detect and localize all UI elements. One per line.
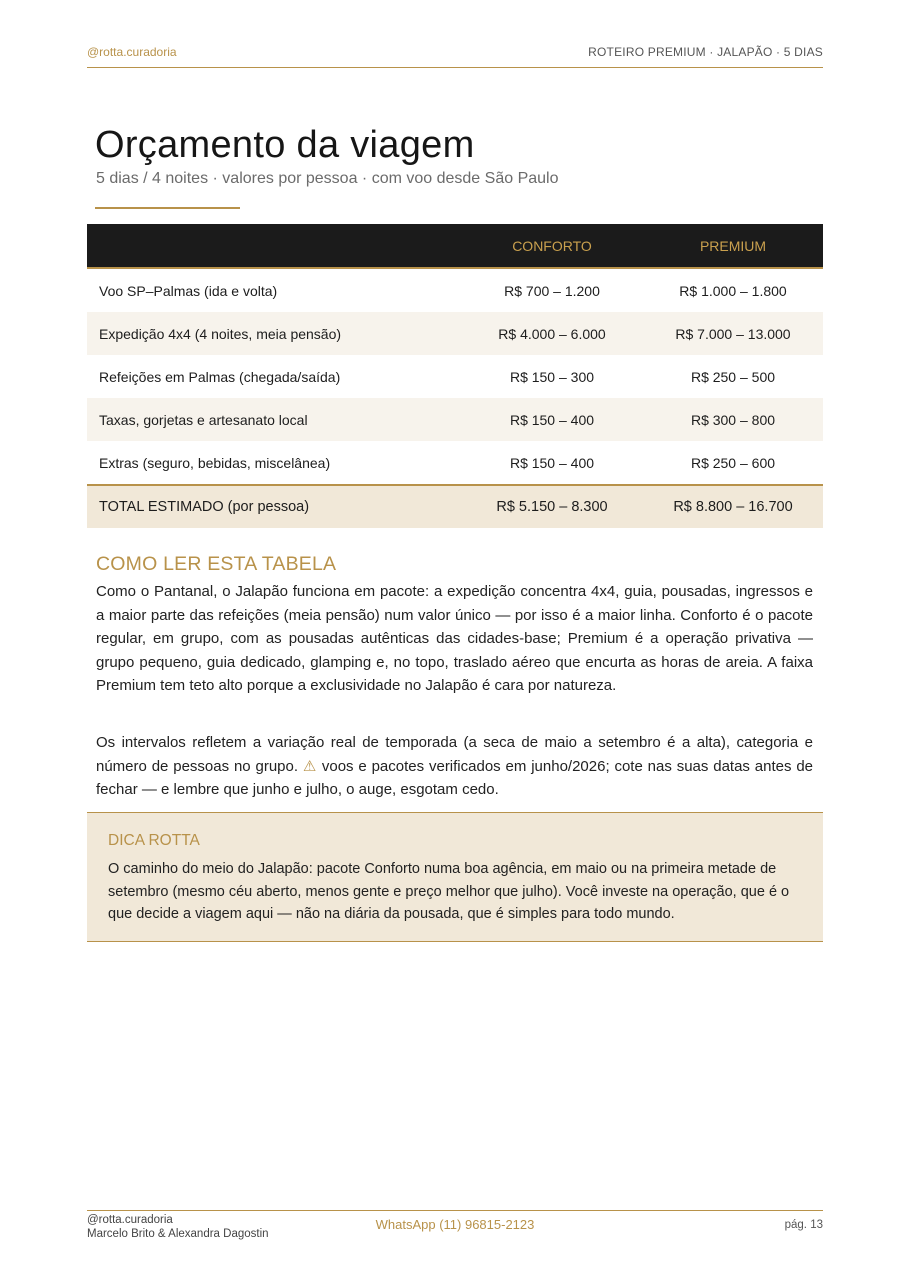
row-conforto: R$ 150 – 400 — [509, 454, 595, 471]
footer-authors: Marcelo Brito & Alexandra Dagostin — [87, 1228, 269, 1240]
reading-paragraph-2 — [96, 731, 813, 802]
row-conforto: R$ 4.000 – 6.000 — [461, 312, 643, 355]
table-total-row — [87, 485, 823, 528]
warning-icon: ⚠ — [302, 757, 318, 775]
row-premium: R$ 1.000 – 1.800 — [679, 282, 787, 299]
header-cell-item — [87, 224, 461, 268]
tip-title: DICA ROTTA — [108, 832, 200, 849]
table-row — [87, 355, 823, 398]
tip-box — [87, 812, 823, 942]
total-conforto: R$ 5.150 – 8.300 — [461, 485, 643, 528]
reading-paragraph-2-end: voos e pacotes verificados em junho/2026; cote nas suas datas antes de fechar — e lembre que junho e julho, o auge, esgotam cedo. — [96, 757, 814, 798]
table-header-row — [87, 224, 823, 268]
header-cell-conforto: CONFORTO — [461, 224, 643, 268]
page-title: Orçamento da viagem — [95, 124, 475, 166]
table-row — [87, 268, 823, 312]
budget-table — [87, 224, 823, 528]
row-item: Refeições em Palmas (chegada/saída) — [99, 368, 341, 385]
table-row — [87, 398, 823, 441]
row-item: Extras (seguro, bebidas, miscelânea) — [99, 454, 331, 471]
table-row — [87, 312, 823, 355]
reading-paragraph-2-start: Os intervalos refletem a variação real de temporada (a seca de maio a setembro é a alta), categoria e número de pessoas no grupo. — [96, 734, 813, 775]
page-footer — [87, 1210, 823, 1251]
footer-page-number: pág. 13 — [784, 1219, 823, 1231]
table-row — [87, 441, 823, 485]
row-conforto: R$ 700 – 1.200 — [504, 282, 600, 299]
row-conforto: R$ 150 – 400 — [461, 398, 643, 441]
row-premium: R$ 7.000 – 13.000 — [643, 312, 823, 355]
reading-paragraph-1: Como o Pantanal, o Jalapão funciona em pacote: a expedição concentra 4x4, guia, pousadas, ingressos e a maior parte das refeições (meia pensão) num valor único — por isso é a maior linha. Conforto é o pacote regular, em grupo, com as pousadas autênticas das cidades-base; Premium é a operação privativa — grupo pequeno, guia dedicado, glamping e, no topo, traslado aéreo que encurta as horas de areia. A faixa Premium tem teto alto porque a exclusividade no Jalapão é cara por natureza. — [96, 583, 813, 694]
row-premium: R$ 300 – 800 — [643, 398, 823, 441]
header-cell-premium: PREMIUM — [643, 224, 823, 268]
footer-handle: @rotta.curadoria — [87, 1214, 173, 1226]
row-item: Taxas, gorjetas e artesanato local — [87, 398, 461, 441]
reading-section-title: COMO LER ESTA TABELA — [96, 553, 337, 575]
row-item: Voo SP–Palmas (ida e volta) — [99, 282, 278, 299]
total-label: TOTAL ESTIMADO (por pessoa) — [87, 485, 461, 528]
footer-whatsapp-contact: WhatsApp (11) 96815-2123 — [375, 1217, 535, 1232]
row-premium: R$ 250 – 500 — [690, 368, 776, 385]
row-premium: R$ 250 – 600 — [690, 454, 776, 471]
tip-text: O caminho do meio do Jalapão: pacote Conforto numa boa agência, em maio ou na primeira metade de setembro (mesmo céu aberto, menos gente e preço melhor que julho). Você investe na operação, que é o que decide a viagem aqui — não na diária da pousada, que é simples para todo mundo. — [108, 861, 790, 922]
page-subtitle: 5 dias / 4 noites · valores por pessoa · com voo desde São Paulo — [96, 170, 559, 187]
page-header — [87, 45, 823, 68]
header-document-title: ROTEIRO PREMIUM · JALAPÃO · 5 DIAS — [588, 45, 823, 59]
row-conforto: R$ 150 – 300 — [509, 368, 595, 385]
row-item: Expedição 4x4 (4 noites, meia pensão) — [87, 312, 461, 355]
total-premium: R$ 8.800 – 16.700 — [643, 485, 823, 528]
header-brand: @rotta.curadoria — [87, 45, 177, 59]
title-underline — [95, 207, 240, 209]
